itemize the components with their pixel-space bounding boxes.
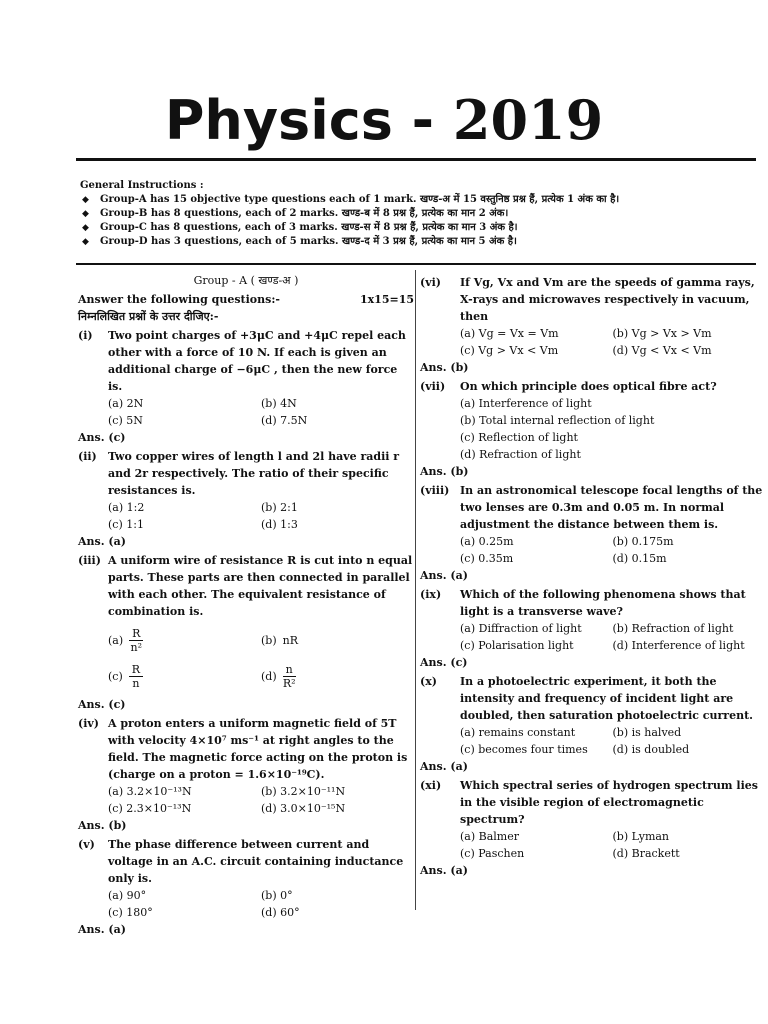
question-number: (iii)	[78, 554, 101, 567]
bullet-icon: ◆	[82, 195, 89, 205]
question-text: In a photoelectric experiment, it both the intensity and frequency of incident light are doubled, then saturation photoelectric current.	[460, 675, 753, 722]
question-text: Two copper wires of length l and 2l have radii r and 2r respectively. The ratio of their specific resistances is.	[108, 450, 400, 497]
question	[420, 274, 765, 376]
question	[420, 482, 765, 584]
option-label: (b)	[261, 633, 277, 647]
answer: Ans. (c)	[420, 656, 468, 669]
option: (d) 3.0×10⁻¹⁵N	[261, 802, 346, 815]
question	[78, 327, 414, 446]
options	[78, 783, 414, 817]
option: (a) 0.25m	[460, 535, 514, 548]
option: (b) 0°	[261, 889, 293, 902]
header-rule	[76, 158, 756, 161]
group-instruction-row	[78, 291, 414, 308]
question-number: (i)	[78, 329, 93, 342]
option: (d) Vg < Vx < Vm	[612, 344, 712, 357]
option: (c) 5N	[108, 414, 143, 427]
numerator: n	[283, 663, 296, 677]
numerator: R	[129, 663, 143, 677]
option-label: (d)	[261, 669, 277, 683]
question-number: (x)	[420, 675, 437, 688]
question-text: On which principle does optical fibre act?	[460, 380, 717, 393]
left-column	[78, 272, 414, 938]
question-text: Which of the following phenomena shows that light is a transverse wave?	[460, 588, 746, 618]
question-text: In an astronomical telescope focal lengths of the two lenses are 0.3m and 0.05 m. In normal adjustment the distance between them is.	[460, 484, 763, 531]
option: (c) Paschen	[460, 847, 525, 860]
instruction-item	[80, 193, 768, 207]
option: (a) 2N	[108, 397, 144, 410]
question-number: (viii)	[420, 484, 450, 497]
options	[420, 724, 765, 758]
options	[420, 325, 765, 359]
option-label: (a)	[108, 633, 124, 647]
option: (d) Refraction of light	[460, 448, 581, 461]
question-text: A uniform wire of resistance R is cut into n equal parts. These parts are then connected in parallel with each other. The equivalent resistance of combination is.	[108, 554, 413, 618]
option: (d) Brackett	[612, 847, 680, 860]
question-number: (ix)	[420, 588, 442, 601]
answer: Ans. (a)	[420, 864, 468, 877]
question-text: If Vg, Vx and Vm are the speeds of gamma rays, X-rays and microwaves respectively in vacuum, then	[460, 276, 755, 323]
answer: Ans. (b)	[78, 819, 127, 832]
question	[420, 586, 765, 671]
option: (d) 1:3	[261, 518, 298, 531]
option: (c) 180°	[108, 906, 153, 919]
options	[420, 828, 765, 862]
instructions-heading: General Instructions :	[80, 180, 204, 191]
option: (b) 0.175m	[612, 535, 674, 548]
hindi-instruction: निम्नलिखित प्रश्नों के उत्तर दीजिए:-	[78, 310, 219, 323]
bullet-icon: ◆	[82, 223, 89, 233]
answer: Ans. (a)	[420, 760, 468, 773]
option: (a) Vg = Vx = Vm	[460, 327, 559, 340]
instruction-item	[80, 207, 768, 221]
option: (a) Diffraction of light	[460, 622, 582, 635]
option: (b) 4N	[261, 397, 297, 410]
option: (c) 1:1	[108, 518, 144, 531]
title-subject: Physics -	[164, 89, 453, 152]
option: (b) Vg > Vx > Vm	[612, 327, 712, 340]
question-number: (v)	[78, 838, 95, 851]
question-number: (iv)	[78, 717, 99, 730]
option: (b) is halved	[612, 726, 682, 739]
option: (d) 60°	[261, 906, 300, 919]
option: (a) 1:2	[108, 501, 145, 514]
numerator: R	[129, 627, 143, 641]
option: (a) 90°	[108, 889, 147, 902]
options	[420, 395, 765, 463]
question	[78, 836, 414, 938]
right-column	[420, 272, 765, 879]
answer: Ans. (c)	[78, 431, 126, 444]
question-text: Which spectral series of hydrogen spectrum lies in the visible region of electromagnetic spectrum?	[460, 779, 758, 826]
column-divider	[415, 270, 416, 910]
option-value: nR	[282, 633, 298, 647]
answer: Ans. (a)	[78, 535, 126, 548]
question-number: (ii)	[78, 450, 97, 463]
option: (d) 7.5N	[261, 414, 308, 427]
instruction-item	[80, 235, 768, 249]
answer: Ans. (b)	[420, 465, 469, 478]
option: (c) Polarisation light	[460, 639, 574, 652]
option: (b) 3.2×10⁻¹¹N	[261, 785, 346, 798]
question	[78, 715, 414, 834]
bullet-icon: ◆	[82, 237, 89, 247]
title-year: 2019	[452, 88, 604, 152]
question-text: A proton enters a uniform magnetic field of 5T with velocity 4×10⁷ ms⁻¹ at right angles to the field. The magnetic force acting on the proton is (charge on a proton = 1.6×10⁻¹⁹C).	[108, 717, 408, 781]
option: (a) 3.2×10⁻¹³N	[108, 785, 192, 798]
bullet-icon: ◆	[82, 209, 89, 219]
option: (d) Interference of light	[612, 639, 745, 652]
instruction-item	[80, 221, 768, 235]
option: (d) 0.15m	[612, 552, 667, 565]
option: (c) Reflection of light	[460, 431, 578, 444]
instruction-text: Group-D has 3 questions, each of 5 marks. खण्ड-द में 3 प्रश्न हैं, प्रत्येक का मान 5 अंक है।	[100, 236, 517, 247]
option: (c) becomes four times	[460, 743, 588, 756]
group-marks: 1x15=15	[359, 293, 414, 306]
options	[420, 533, 765, 567]
fraction	[129, 663, 143, 690]
answer: Ans. (a)	[420, 569, 468, 582]
section-rule	[76, 263, 756, 265]
answer: Ans. (c)	[78, 698, 126, 711]
denominator: n	[132, 676, 140, 690]
question	[78, 448, 414, 550]
option: (a) remains constant	[460, 726, 576, 739]
page-title	[0, 88, 768, 153]
option-label: (c)	[108, 669, 123, 683]
instruction-text: Group-C has 8 questions, each of 3 marks. खण्ड-स में 8 प्रश्न हैं, प्रत्येक का मान 3 अंक है।	[100, 222, 518, 233]
question-number: (xi)	[420, 779, 442, 792]
option	[108, 658, 261, 694]
group-instruction: Answer the following questions:-	[78, 293, 280, 306]
option: (a) Balmer	[460, 830, 519, 843]
answer: Ans. (b)	[420, 361, 469, 374]
option: (c) 2.3×10⁻¹³N	[108, 802, 192, 815]
denominator: n²	[130, 640, 143, 654]
instruction-text: Group-B has 8 questions, each of 2 marks. खण्ड-ब में 8 प्रश्न हैं, प्रत्येक का मान 2 अंक।	[100, 208, 509, 219]
answer: Ans. (a)	[78, 923, 126, 936]
group-title: Group - A ( खण्ड-अ )	[193, 274, 299, 287]
fraction	[283, 663, 296, 690]
options	[78, 499, 414, 533]
option: (b) 2:1	[261, 501, 298, 514]
option	[261, 658, 414, 694]
question	[420, 378, 765, 480]
question	[420, 673, 765, 775]
question-text: Two point charges of +3μC and +4μC repel each other with a force of 10 N. If each is given an additional charge of −6μC , then the new force is.	[108, 329, 406, 393]
option: (b) Lyman	[612, 830, 670, 843]
question-number: (vi)	[420, 276, 441, 289]
option: (c) Vg > Vx < Vm	[460, 344, 559, 357]
option: (b) Refraction of light	[612, 622, 734, 635]
options	[78, 622, 414, 694]
general-instructions	[80, 179, 768, 249]
instruction-text: Group-A has 15 objective type questions each of 1 mark. खण्ड-अ में 15 वस्तुनिष्ठ प्रश्न हैं, प्रत्येक 1 अंक का है।	[100, 194, 620, 205]
options	[420, 620, 765, 654]
options	[78, 395, 414, 429]
question-number: (vii)	[420, 380, 446, 393]
fraction	[129, 627, 143, 654]
option: (c) 0.35m	[460, 552, 514, 565]
question	[420, 777, 765, 879]
option	[261, 622, 414, 658]
option: (d) is doubled	[612, 743, 690, 756]
question	[78, 552, 414, 713]
option	[108, 622, 261, 658]
question-text: The phase difference between current and voltage in an A.C. circuit containing inductance only is.	[108, 838, 404, 885]
options	[78, 887, 414, 921]
denominator: R²	[282, 676, 296, 690]
option: (a) Interference of light	[460, 397, 592, 410]
option: (b) Total internal reflection of light	[460, 414, 655, 427]
